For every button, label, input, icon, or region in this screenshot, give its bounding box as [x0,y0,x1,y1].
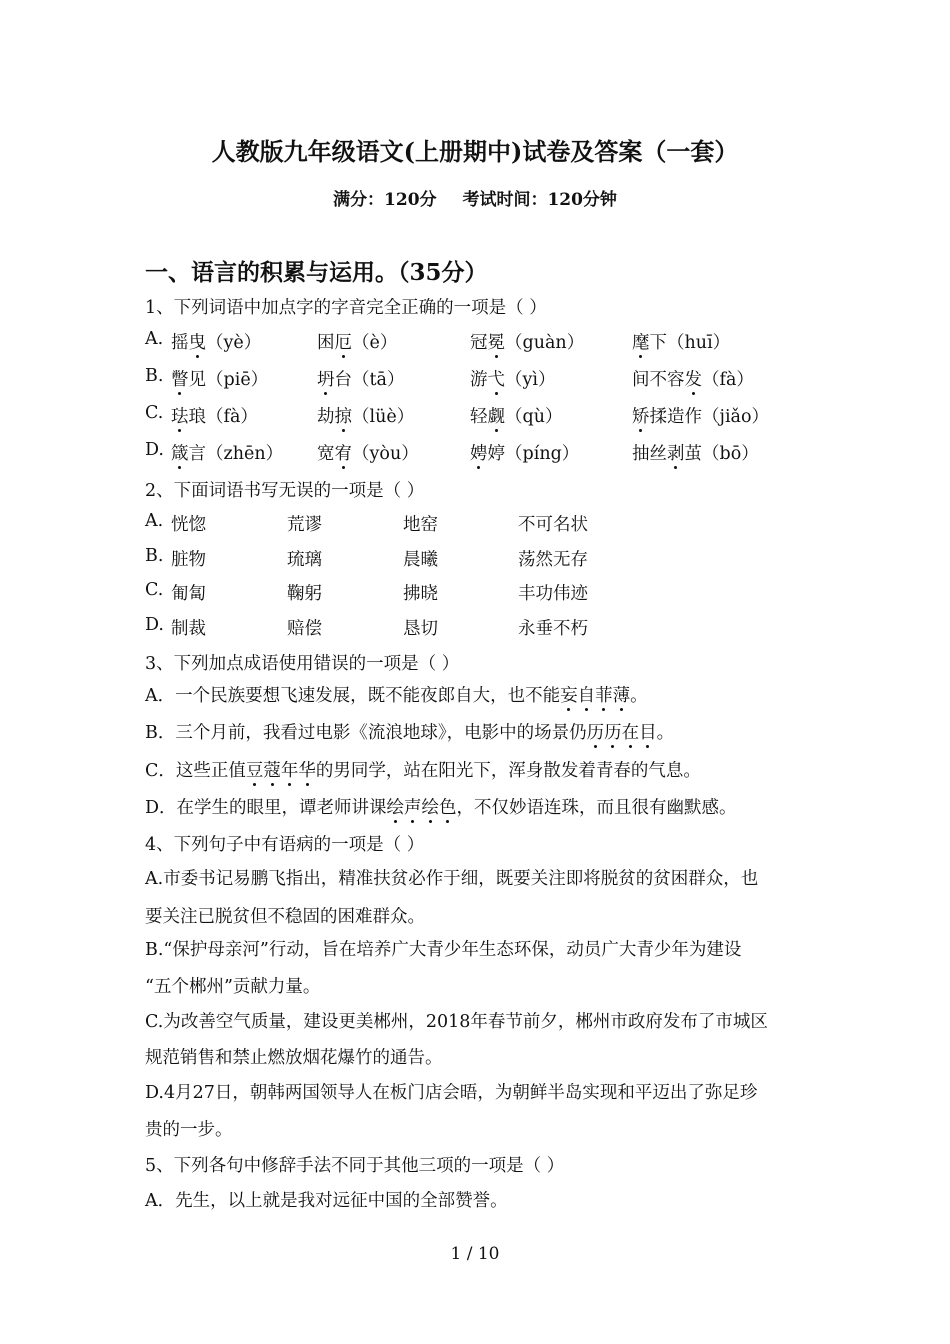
q4-line: 要关注已脱贫但不稳固的困难群众。 [145,907,425,927]
dotted-idiom: 历历在目 [586,723,657,743]
dotted-idiom: 妄自菲薄 [560,686,631,706]
q4-line: C.为改善空气质量，建设更美郴州，2018年春节前夕，郴州市政府发布了市城区 [145,1012,768,1032]
q2-option-cell: 永垂不朽 [518,619,588,639]
q1-stem: 1、下列词语中加点字的字音完全正确的一项是（ ） [145,298,547,318]
q1-option-label: A. [145,329,164,349]
q2-option-cell: 匍匐 [171,584,206,604]
q1-option-cell: 麾下（huī） [632,333,731,353]
q2-option-cell: 琉璃 [287,550,322,570]
q3-option-c: C．这些正值豆蔻年华的男同学，站在阳光下，浑身散发着青春的气息。 [145,761,701,781]
q3-stem: 3、下列加点成语使用错误的一项是（ ） [145,654,460,674]
q1-option-cell: 抽丝剥茧（bō） [632,444,759,464]
q1-option-cell: 游弋（yì） [470,370,556,390]
q1-option-cell: 间不容发（fà） [632,370,754,390]
q1-option-cell: 困厄（è） [317,333,398,353]
q2-option-cell: 恳切 [403,619,438,639]
q2-option-cell: 制裁 [171,619,206,639]
q1-option-label: D. [145,440,164,460]
q2-stem: 2、下面词语书写无误的一项是（ ） [145,481,425,501]
dotted-idiom: 豆蔻年华 [245,761,316,781]
q2-option-cell: 丰功伟迹 [518,584,588,604]
q1-option-cell: 轻觑（qù） [470,407,563,427]
q4-line: D.4月27日，朝韩两国领导人在板门店会晤，为朝鲜半岛实现和平迈出了弥足珍 [145,1083,758,1103]
q4-line: 贵的一步。 [145,1120,233,1140]
q4-line: A.市委书记易鹏飞指出，精准扶贫必作于细，既要关注即将脱贫的贫困群众，也 [145,869,759,889]
q5-stem: 5、下列各句中修辞手法不同于其他三项的一项是（ ） [145,1156,565,1176]
q5-option-a: A．先生，以上就是我对远征中国的全部赞誉。 [145,1191,508,1211]
dotted-idiom: 绘声绘色 [386,798,457,818]
q2-option-label: B. [145,546,164,566]
q2-option-cell: 拂晓 [403,584,438,604]
q1-option-cell: 珐琅（fà） [171,407,258,427]
q2-option-cell: 荡然无存 [518,550,588,570]
q2-option-cell: 地窑 [403,515,438,535]
q1-option-cell: 瞥见（piē） [171,370,269,390]
q1-option-cell: 坍台（tā） [317,370,405,390]
q2-option-cell: 赔偿 [287,619,322,639]
section-heading: 一、语言的积累与运用。（35分） [145,259,488,286]
q4-line: B.“保护母亲河”行动，旨在培养广大青少年生态环保，动员广大青少年为建设 [145,940,742,960]
q2-option-label: D. [145,615,164,635]
q2-option-cell: 恍惚 [171,515,206,535]
q3-option-d: D．在学生的眼里，谭老师讲课绘声绘色，不仅妙语连珠，而且很有幽默感。 [145,798,737,818]
q3-option-a: A．一个民族要想飞速发展，既不能夜郎自大，也不能妄自菲薄。 [145,686,648,706]
q2-option-cell: 脏物 [171,550,206,570]
q1-option-cell: 宽宥（yòu） [317,444,419,464]
q2-option-cell: 荒谬 [287,515,322,535]
q2-option-label: A. [145,511,164,531]
q3-option-b: B．三个月前，我看过电影《流浪地球》，电影中的场景仍历历在目。 [145,723,675,743]
q4-stem: 4、下列句子中有语病的一项是（ ） [145,835,425,855]
q1-option-cell: 冠冕（guàn） [470,333,585,353]
q2-option-cell: 鞠躬 [287,584,322,604]
page-number: 1 / 10 [450,1244,500,1264]
q4-line: 规范销售和禁止燃放烟花爆竹的通告。 [145,1048,443,1068]
q1-option-cell: 箴言（zhēn） [171,444,284,464]
q1-option-label: C. [145,403,164,423]
q1-option-cell: 劫掠（lüè） [317,407,415,427]
q1-option-cell: 摇曳（yè） [171,333,262,353]
q2-option-label: C. [145,580,164,600]
q4-line: “五个郴州”贡献力量。 [145,977,321,997]
q1-option-cell: 娉婷（píng） [470,444,580,464]
q1-option-cell: 矫揉造作（jiǎo） [632,407,770,427]
page-title: 人教版九年级语文(上册期中)试卷及答案（一套） [211,137,739,166]
q2-option-cell: 不可名状 [518,515,588,535]
q2-option-cell: 晨曦 [403,550,438,570]
q1-option-label: B. [145,366,164,386]
exam-info: 满分：120分 考试时间：120分钟 [333,190,617,210]
